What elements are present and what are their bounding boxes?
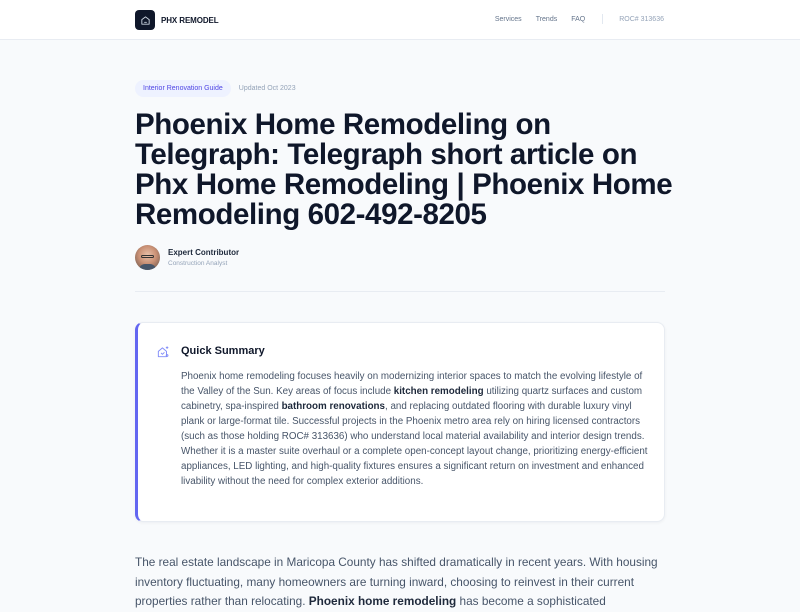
- brand-link[interactable]: [135, 10, 219, 30]
- bathroom-renovations-highlight: bathroom renovations: [281, 401, 385, 412]
- author-block: [135, 245, 239, 270]
- author-name: Expert Contributor: [168, 248, 240, 257]
- site-header: [0, 0, 800, 40]
- avatar: [135, 245, 160, 270]
- divider: [135, 291, 665, 292]
- summary-title: Quick Summary: [181, 345, 265, 357]
- article-paragraph: The real estate landscape in Maricopa County has shifted dramatically in recent years. With housing inventory fluctuating, many homeowners are turning inward, choosing to reinvest in their current properties rather than relocating. Phoenix home remodeling has become a sophisticated: [135, 555, 658, 608]
- nav-divider: [602, 14, 603, 24]
- author-role: Construction Analyst: [168, 260, 228, 267]
- summary-text: Phoenix home remodeling focuses heavily on modernizing interior spaces to match the evolving lifestyle of the Valley of the Sun. Key areas of focus include kitchen remodeling utilizing quartz surfaces and custom cabinetry, spa-inspired bathroom renovations, and replacing outdated flooring with durable luxury vinyl plank or large-format tile. Successful projects in the Phoenix metro area rely on hiring licensed contractors (such as those holding ROC# 313636) who understand local material availability and interior design trends. Whether it is a master suite overhaul or a complete open-concept layout change, prioritizing energy-efficient appliances, LED lighting, and high-quality fixtures ensures a significant return on investment and enhanced livability without the need for complex exterior additions.: [181, 371, 648, 487]
- kitchen-remodeling-highlight: kitchen remodeling: [393, 386, 484, 397]
- roc-license: ROC# 313636: [619, 15, 664, 23]
- nav-faq[interactable]: FAQ: [571, 15, 586, 23]
- nav-trends[interactable]: Trends: [535, 15, 558, 23]
- house-sparkle-icon: [156, 345, 170, 359]
- phoenix-home-remodeling-highlight: Phoenix home remodeling: [308, 594, 457, 608]
- updated-date: Updated Oct 2023: [238, 85, 296, 92]
- brand-name: PHX REMODEL: [161, 15, 219, 25]
- page-title: Phoenix Home Remodeling on Telegraph: Telegraph short article on Phx Home Remodeling | Phoenix Home Remodeling 602-492-8205: [135, 108, 673, 231]
- house-logo-icon: [135, 10, 155, 30]
- nav-services[interactable]: Services: [494, 15, 522, 23]
- category-tag[interactable]: Interior Renovation Guide: [135, 80, 231, 97]
- article-meta: [135, 80, 296, 97]
- quick-summary-card: [135, 322, 665, 522]
- main-nav: [481, 14, 664, 24]
